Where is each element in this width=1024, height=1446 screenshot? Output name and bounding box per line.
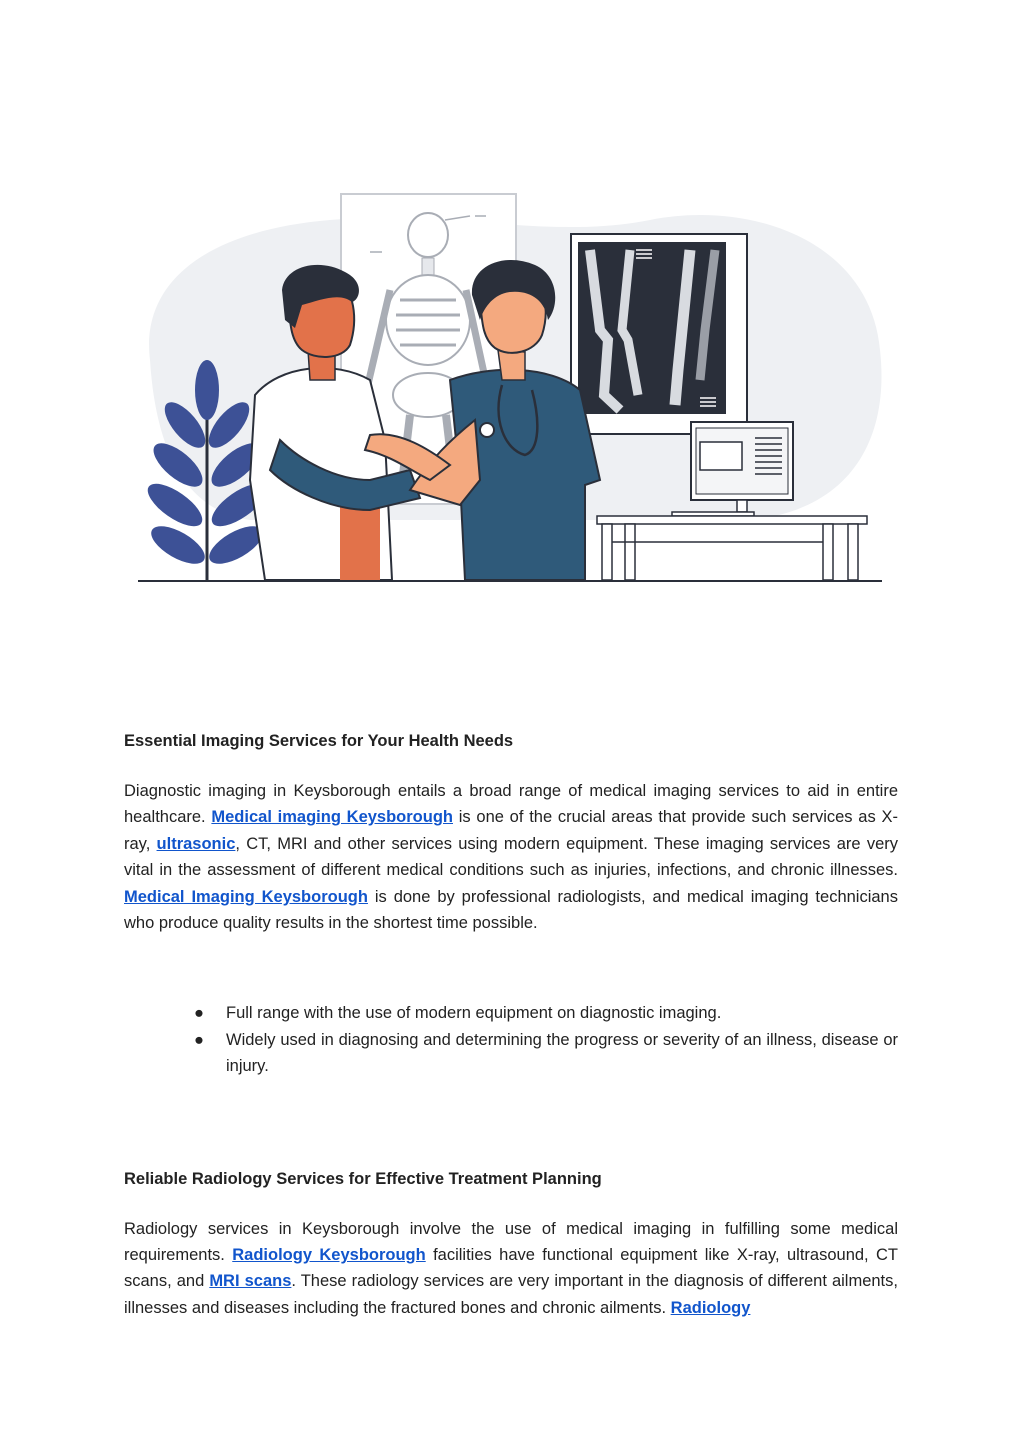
article-content	[124, 728, 898, 1321]
illustration-svg	[130, 180, 890, 590]
section2-text-1: Radiology services in Keysborough involve the use of medical imaging in fulfilling some medical requirements.	[124, 1219, 898, 1265]
bullet-icon: ●	[194, 1004, 204, 1023]
section2-text-3: . These radiology services are very important in the diagnosis of different ailments, illnesses and diseases including the fractured bones and chronic ailments.	[124, 1272, 898, 1317]
section2-heading: Reliable Radiology Services for Effective Treatment Planning	[124, 1169, 602, 1188]
mri-scans-link[interactable]: MRI scans	[209, 1272, 292, 1291]
bullet-item-1	[194, 1000, 898, 1026]
feature-bullet-list	[194, 1000, 898, 1079]
desk-icon	[597, 516, 867, 580]
ultrasonic-link[interactable]: ultrasonic	[156, 834, 236, 853]
section1-text-4: is done by professional radiologists, and medical imaging technicians who produce quality results in the shortest time possible.	[124, 887, 898, 933]
radiology-link[interactable]: Radiology	[670, 1298, 751, 1317]
medical-imaging-keysborough-link[interactable]: Medical imaging Keysborough	[211, 808, 453, 827]
bullet-icon: ●	[194, 1030, 204, 1049]
section2-text-2: facilities have functional equipment like X-ray, ultrasound, CT scans, and	[124, 1246, 898, 1291]
medical-imaging-keysborough-link-2[interactable]: Medical Imaging Keysborough	[124, 887, 368, 906]
medical-imaging-illustration	[130, 180, 890, 590]
section2-paragraph	[124, 1216, 898, 1322]
xray-lightbox-icon	[571, 234, 747, 434]
radiology-keysborough-link[interactable]: Radiology Keysborough	[232, 1246, 426, 1265]
section1-heading: Essential Imaging Services for Your Health Needs	[124, 732, 514, 750]
spacer	[124, 1080, 898, 1166]
section1-text-3: , CT, MRI and other services using modern equipment. These imaging services are very vital in the assessment of different medical conditions such as injuries, infections, and chronic illnesses.	[124, 834, 898, 880]
bullet-item-2	[194, 1027, 898, 1080]
section1-text-1: Diagnostic imaging in Keysborough entails a broad range of medical imaging services to aid in entire healthcare.	[124, 782, 898, 827]
section1-text-2: is one of the crucial areas that provide such services as X-ray,	[124, 808, 898, 853]
section1-paragraph	[124, 778, 898, 936]
bullet-text-2: Widely used in diagnosing and determining the progress or severity of an illness, disease or injury.	[226, 1030, 898, 1076]
spacer	[124, 936, 898, 1000]
bullet-text-1: Full range with the use of modern equipment on diagnostic imaging.	[226, 1004, 722, 1023]
